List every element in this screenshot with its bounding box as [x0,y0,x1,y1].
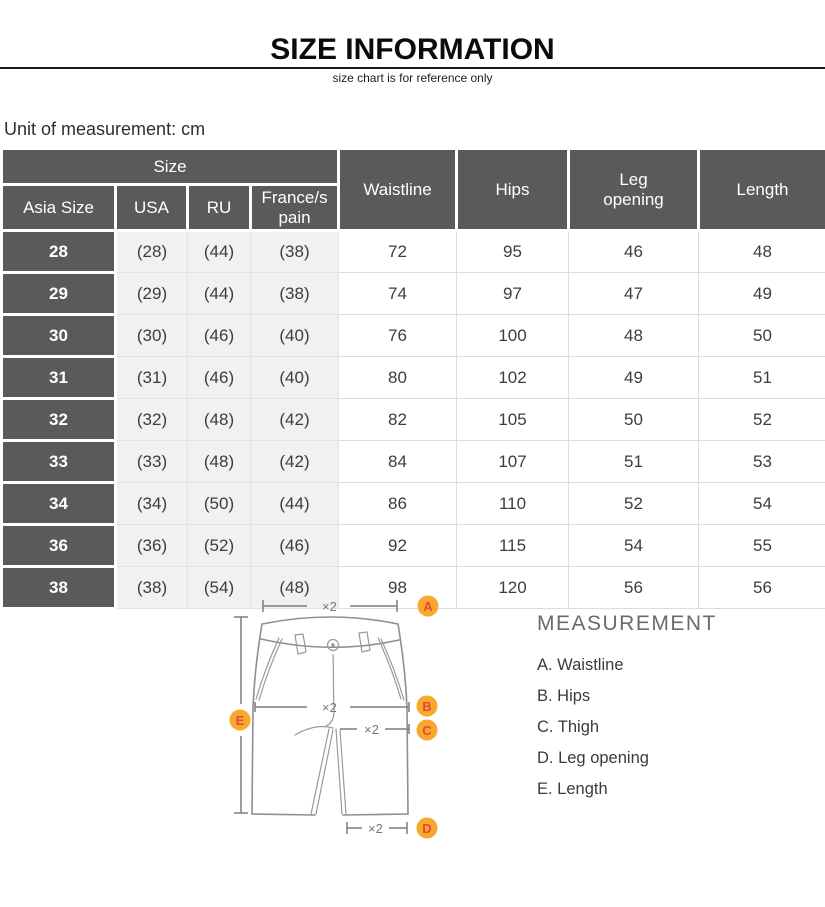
cell-asia_size: 28 [2,231,116,273]
cell-leg_opening: 49 [569,357,699,399]
pocket-line-icon [256,638,282,700]
cell-length: 52 [699,399,825,441]
cell-waistline: 80 [339,357,457,399]
cell-france_spain: (48) [251,567,339,609]
cell-france_spain: (42) [251,441,339,483]
cell-asia_size: 33 [2,441,116,483]
belt-loop-icon [359,632,370,652]
marker-c [417,720,438,741]
table-row [2,231,825,273]
marker-e-label: E [235,713,245,728]
cell-leg_opening: 52 [569,483,699,525]
cell-france_spain: (40) [251,315,339,357]
cell-asia_size: 29 [2,273,116,315]
cell-leg_opening: 56 [569,567,699,609]
marker-b [417,696,438,717]
cell-waistline: 98 [339,567,457,609]
legend-item-length: E. Length [537,780,608,798]
marker-e [230,710,251,731]
cell-ru: (48) [188,441,251,483]
marker-d [417,818,438,839]
cell-waistline: 76 [339,315,457,357]
cell-length: 53 [699,441,825,483]
header-waistline: Waistline [339,149,457,231]
header-length: Length [699,149,825,231]
size-table [0,147,825,610]
page-title: SIZE INFORMATION [270,33,555,66]
cell-hips: 97 [457,273,569,315]
table-row [2,525,825,567]
unit-note: Unit of measurement: cm [4,119,206,139]
cell-ru: (46) [188,357,251,399]
cell-leg_opening: 54 [569,525,699,567]
cell-length: 51 [699,357,825,399]
cell-ru: (50) [188,483,251,525]
cell-usa: (36) [116,525,188,567]
cell-usa: (32) [116,399,188,441]
table-row [2,441,825,483]
cell-usa: (38) [116,567,188,609]
marker-d-label: D [422,821,432,836]
cell-length: 55 [699,525,825,567]
cell-usa: (29) [116,273,188,315]
legend-item-leg-opening: D. Leg opening [537,749,649,767]
cell-waistline: 92 [339,525,457,567]
cell-usa: (28) [116,231,188,273]
table-row [2,273,825,315]
cell-usa: (33) [116,441,188,483]
hips-measure-line [255,700,409,715]
header-asia-size: Asia Size [2,185,116,231]
cell-hips: 110 [457,483,569,525]
belt-loop-icon [295,634,306,654]
cell-france_spain: (42) [251,399,339,441]
header-hips: Hips [457,149,569,231]
thigh-measure-line [340,722,409,737]
table-row [2,483,825,525]
cell-usa: (34) [116,483,188,525]
cell-leg_opening: 50 [569,399,699,441]
cell-asia_size: 31 [2,357,116,399]
table-row [2,315,825,357]
cell-ru: (46) [188,315,251,357]
cell-hips: 107 [457,441,569,483]
cell-waistline: 86 [339,483,457,525]
shorts-measurement-diagram [218,588,472,860]
hips-x2-label: ×2 [322,700,337,715]
pocket-line-icon [378,638,404,700]
table-row [2,357,825,399]
thigh-x2-label: ×2 [364,722,379,737]
size-group-header: Size [2,149,339,185]
header-ru: RU [188,185,251,231]
legend-item-thigh: C. Thigh [537,718,600,736]
cell-usa: (30) [116,315,188,357]
cell-length: 50 [699,315,825,357]
cell-leg_opening: 51 [569,441,699,483]
cell-length: 56 [699,567,825,609]
cell-france_spain: (46) [251,525,339,567]
cell-france_spain: (38) [251,231,339,273]
cell-asia_size: 34 [2,483,116,525]
cell-leg_opening: 47 [569,273,699,315]
cell-leg_opening: 48 [569,315,699,357]
cell-waistline: 84 [339,441,457,483]
leg-x2-label: ×2 [368,821,383,836]
legend-list [537,650,717,805]
legend-title: MEASUREMENT [537,612,717,635]
cell-asia_size: 36 [2,525,116,567]
title-divider [0,67,825,69]
marker-a-label: A [423,599,433,614]
header-usa: USA [116,185,188,231]
cell-leg_opening: 46 [569,231,699,273]
header-leg-opening: Leg opening [569,149,699,231]
table-row [2,399,825,441]
cell-france_spain: (44) [251,483,339,525]
marker-b-label: B [422,699,432,714]
waist-x2-label: ×2 [322,599,337,614]
cell-ru: (44) [188,273,251,315]
cell-asia_size: 38 [2,567,116,609]
cell-ru: (48) [188,399,251,441]
cell-length: 48 [699,231,825,273]
cell-asia_size: 32 [2,399,116,441]
cell-hips: 120 [457,567,569,609]
header-france-spain: France/s pain [251,185,339,231]
cell-france_spain: (38) [251,273,339,315]
legend-item-waistline: A. Waistline [537,656,624,674]
cell-hips: 102 [457,357,569,399]
cell-length: 54 [699,483,825,525]
cell-france_spain: (40) [251,357,339,399]
marker-c-label: C [422,723,432,738]
cell-waistline: 82 [339,399,457,441]
measurement-legend [537,612,717,805]
cell-length: 49 [699,273,825,315]
shorts-outline-icon [252,617,408,815]
cell-waistline: 74 [339,273,457,315]
cell-asia_size: 30 [2,315,116,357]
cell-usa: (31) [116,357,188,399]
cell-hips: 100 [457,315,569,357]
cell-ru: (54) [188,567,251,609]
leg-opening-measure-line [347,821,407,836]
cell-hips: 95 [457,231,569,273]
cell-ru: (44) [188,231,251,273]
cell-waistline: 72 [339,231,457,273]
page-subtitle: size chart is for reference only [332,71,493,85]
cell-hips: 105 [457,399,569,441]
cell-hips: 115 [457,525,569,567]
legend-item-hips: B. Hips [537,687,591,705]
marker-a [418,596,439,617]
waistline-measure-line [263,599,397,614]
cell-ru: (52) [188,525,251,567]
